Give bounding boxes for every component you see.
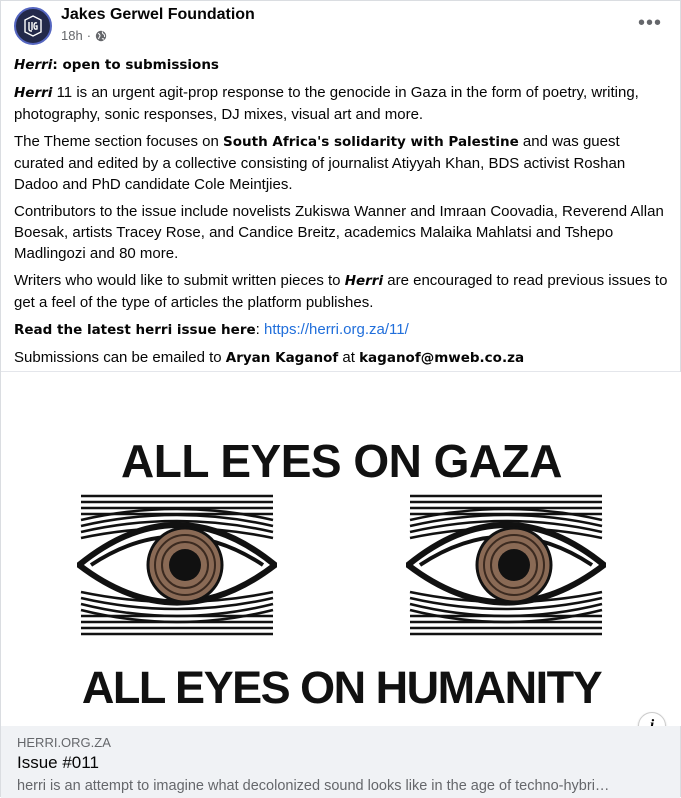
link-preview-title: Issue #011	[17, 753, 99, 772]
meta-separator: ·	[86, 28, 92, 43]
paragraph-4-start: Writers who would like to submit written pieces to	[14, 272, 345, 289]
page-avatar[interactable]	[14, 7, 52, 45]
paragraph-2-end: and was guest curated and edited by a collective consisting of journalist Atiyyah Khan, BDS activist Roshan Dadoo and PhD candidate Cole Meintjies.	[14, 133, 626, 193]
post-headline	[14, 54, 669, 76]
headline-rest: : open to submissions	[52, 57, 219, 73]
right-eye-illustration	[406, 490, 606, 640]
read-latest-label: Read the latest herri issue here	[14, 322, 256, 338]
paragraph-2-start: The Theme section focuses on	[14, 133, 224, 150]
paragraph-4-end: are encouraged to read previous issues to get a feel of the type of articles the platform publishes.	[14, 272, 668, 311]
colon: :	[255, 321, 264, 338]
link-preview-domain: HERRI.ORG.ZA	[17, 735, 111, 750]
paragraph-4	[14, 270, 669, 313]
post-header	[1, 1, 680, 51]
paragraph-6-start: Submissions can be emailed to	[14, 349, 226, 366]
paragraph-2	[14, 131, 669, 195]
image-bottom-text: ALL EYES ON HUMANITY	[81, 662, 602, 713]
link-preview-description: herri is an attempt to imagine what decolonized sound looks like in the age of techno-hybri…	[17, 778, 610, 794]
post-timestamp[interactable]: 18h	[61, 28, 83, 43]
paragraph-2-bold: South Africa's solidarity with Palestine	[223, 134, 519, 150]
at-text: at	[338, 349, 360, 366]
globe-icon	[95, 30, 107, 42]
post-image[interactable]	[1, 372, 681, 726]
herri-italic: Herri	[14, 85, 53, 101]
paragraph-5	[14, 319, 669, 341]
paragraph-1-text: 11 is an urgent agit-prop response to the genocide in Gaza in the form of poetry, writing, photography, sonic responses, DJ mixes, visual art and more.	[14, 84, 639, 123]
left-eye-illustration	[77, 490, 277, 640]
paragraph-1	[14, 82, 669, 125]
foundation-logo-icon	[21, 14, 45, 38]
post-text	[14, 54, 669, 375]
herri-issue-link[interactable]: https://herri.org.za/11/	[263, 321, 409, 338]
paragraph-6	[14, 347, 669, 369]
email-address: kaganof@mweb.co.za	[359, 350, 525, 366]
paragraph-3: Contributors to the issue include novelists Zukiswa Wanner and Imraan Coovadia, Reverend Allan Boesak, artists Tracey Rose, and Candice Breitz, academics Malaika Mahlatsi and Tshepo Madlingozi and 80 more.	[14, 203, 664, 262]
herri-italic: Herri	[344, 273, 384, 289]
post-meta	[61, 28, 107, 43]
page-name-link[interactable]: Jakes Gerwel Foundation	[61, 6, 255, 23]
more-options-icon[interactable]: •••	[637, 12, 662, 34]
link-preview[interactable]	[1, 726, 680, 798]
editor-name: Aryan Kaganof	[225, 350, 339, 366]
image-top-text: ALL EYES ON GAZA	[121, 435, 562, 487]
herri-italic: Herri	[14, 57, 53, 73]
